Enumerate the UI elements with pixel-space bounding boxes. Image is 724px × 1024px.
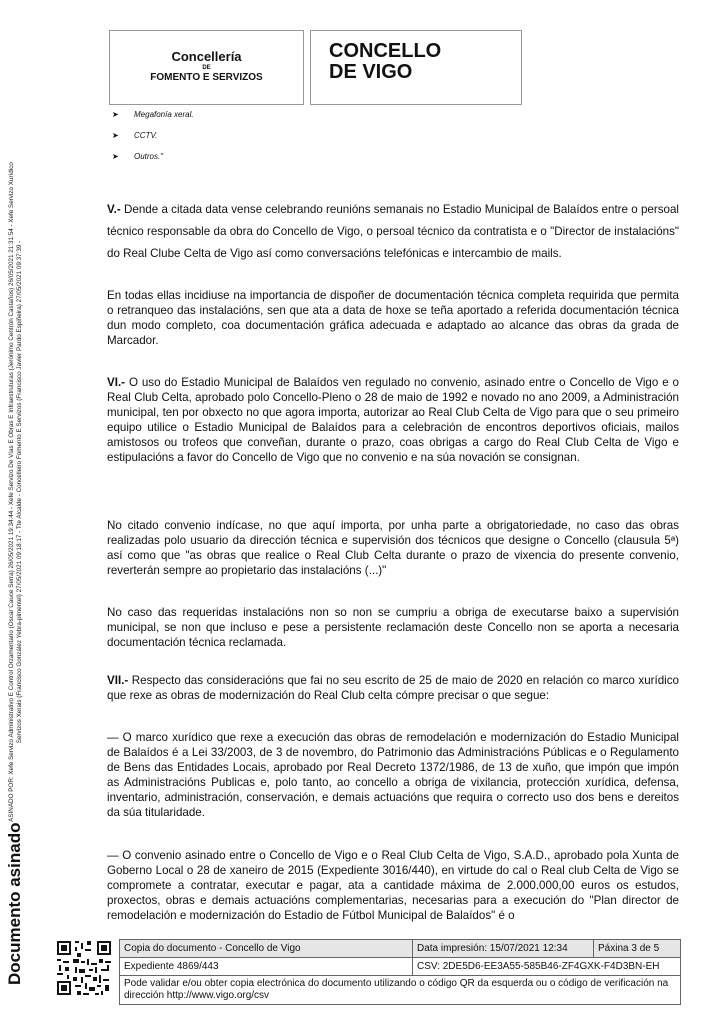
- list-item: ➤ Megafonía xeral.: [112, 110, 194, 119]
- qr-code-icon[interactable]: [55, 937, 113, 999]
- paragraph-vii: VII.- Respecto das consideracións que fai no seu escrito de 25 de maio de 2020 en relación co marco xurídico que rexe as obras de modernización do Real Club celta cómpre precisar o que segue:: [107, 674, 679, 702]
- print-date: Data impresión: 15/07/2021 12:34: [413, 940, 594, 958]
- csv-code: CSV: 2DE5D6-EE3A55-585B46-ZF4GXK-F4D3BN-EH: [413, 958, 681, 976]
- copy-label: Copia do documento - Concello de Vigo: [120, 940, 413, 958]
- page-number: Páxina 3 de 5: [594, 940, 681, 958]
- paragraph-vi-b: No citado convenio indícase, no que aquí importa, por unha parte a obrigatoriedade, no caso das obras realizadas polo usuario da dirección técnica e supervisión dos técnicos que designe o Concello (clausula 5ª) así como que "as obras que realice o Real Club Celta durante o prazo de vixencia do presente convenio, reverterán sempre ao propietario das instalacións (...)": [107, 519, 679, 577]
- list-item: ➤ CCTV.: [112, 131, 158, 140]
- organization-line-2: DE VIGO: [329, 61, 413, 83]
- arrow-bullet-icon: ➤: [112, 152, 119, 161]
- paragraph-vii-c: — O convenio asinado entre o Concello de Vigo e o Real Club Celta de Vigo, S.A.D., aprobado pola Xunta de Goberno Local o 28 de xaneiro de 2015 (Expediente 3016/440), en virtude do cal o Real club Celta de Vigo se compromete a contratar, executar e pagar, ata a cantidade máxima de 2.000.000,00 euros os estudos, proxectos, obras e demais actuacións complementarias, necesarias para a execución do "Plan director de remodelación e modernización do Estadio de Fútbol Municipal de Balaídos" é o: [107, 849, 679, 922]
- paragraph-vi-c: No caso das requeridas instalacións non so non se cumpriu a obriga de executarse baixo a supervisión municipal, se non que incluso e pese a persistente reclamación deste Concello non se aporta a necesaria documentación técnica reclamada.: [107, 606, 679, 649]
- department-box: [109, 30, 304, 105]
- arrow-bullet-icon: ➤: [112, 131, 119, 140]
- section-number: VII.-: [107, 674, 129, 687]
- organization-line-1: CONCELLO: [329, 40, 442, 62]
- list-item: ➤ Outros.": [112, 152, 164, 161]
- paragraph-vii-b: — O marco xurídico que rexe a execución das obras de remodelación e modernización do Estadio Municipal de Balaídos é a Lei 33/2003, de 3 de novembro, do Patrimonio das Administracións Públicas e o Regulamento de Bens das Entidades Locais, aprobado por Real Decreto 1372/1986, de 13 de xuño, que impón que impón as Administracións Publicas e, polo tanto, ao concello a obriga de vixilancia, protección xurídica, defensa, inventario, administración, conservación, e demais actuacións que requira o correcto uso dos bens e dereitos da súa titularidade.: [107, 731, 679, 819]
- paragraph-vi: VI.- O uso do Estadio Municipal de Balaídos ven regulado no convenio, asinado entre o Concello de Vigo e o Real Club Celta, aprobado polo Concello-Pleno o 28 de maio de 1992 e novado no ano 2009, a Administración municipal, ten por obxecto no que agora importa, autorizar ao Real Club Celta de Vigo para que o seu primeiro equipo utilice o Estadio Municipal de Balaídos para a celebración de encontros deportivos oficiais, mailos amistosos ou trofeos que conveñan, durante o prazo, coas obrigas a cargo do Real Club Celta de Vigo e estipulacións a favor do Concello de Vigo que no convenio e na súa novación se consignan.: [107, 376, 679, 464]
- section-number: VI.-: [107, 376, 126, 389]
- document-footer: [55, 934, 698, 1006]
- signature-line-1: ASINADO POR: Xefe Servizo Administrativo E Control Orzamentario (Oscar Cauce Serra) 26/05/2021 19:34:44 - Xefe Servizo De Vías E Obras E Infraestruturas (Jerónimo Centrón Castaños) 26/05/2021 21:31:54 - Xefe Servizo Xurídico: [8, 162, 15, 822]
- expediente-number: Expediente 4869/443: [120, 958, 413, 976]
- paragraph-v-b: En todas ellas incidiuse na importancia de dispoñer de documentación técnica completa requirida que permita o retranqueo das instalacións, sen que ata a data de hoxe se teña aportado a referida documentación técnica dun modo completo, coa documentación gráfica adecuada e adaptado ao alcance das obras da grada de Marcador.: [107, 289, 679, 347]
- signed-document-label: Documento asinado: [5, 822, 24, 985]
- section-number: V.-: [107, 203, 121, 216]
- signature-line-2: Servizos Xerais (Francisco González Yebra-pimentel) 27/05/2021 09:18:17 - Tte Alcalde - Concelleiro Fomento E Servizos (Francisco Javier Pardo Espiñeira) 27/05/2021 09:37:39 -: [16, 240, 23, 744]
- organization-box: [310, 30, 522, 105]
- paragraph-v: V.- Dende a citada data vense celebrando reunións semanais no Estadio Municipal de Balaídos entre o persoal técnico responsable da obra do Concello de Vigo, o persoal técnico da contratista e o "Director de instalacións" do Real Clube Celta de Vigo así como conversacións telefónicas e intercambio de mails.: [107, 203, 679, 260]
- footer-table: [119, 939, 681, 1005]
- department-line-2: DE: [202, 65, 211, 71]
- department-line-3: FOMENTO E SERVIZOS: [150, 72, 263, 83]
- arrow-bullet-icon: ➤: [112, 110, 119, 119]
- validation-note: Pode validar e/ou obter copia electrónica do documento utilizando o código QR da esquerda ou o código de verificación na dirección http://www.vigo.org/csv: [120, 976, 681, 1005]
- signature-sidebar: [0, 0, 50, 1024]
- department-line-1: Concellería: [171, 49, 242, 64]
